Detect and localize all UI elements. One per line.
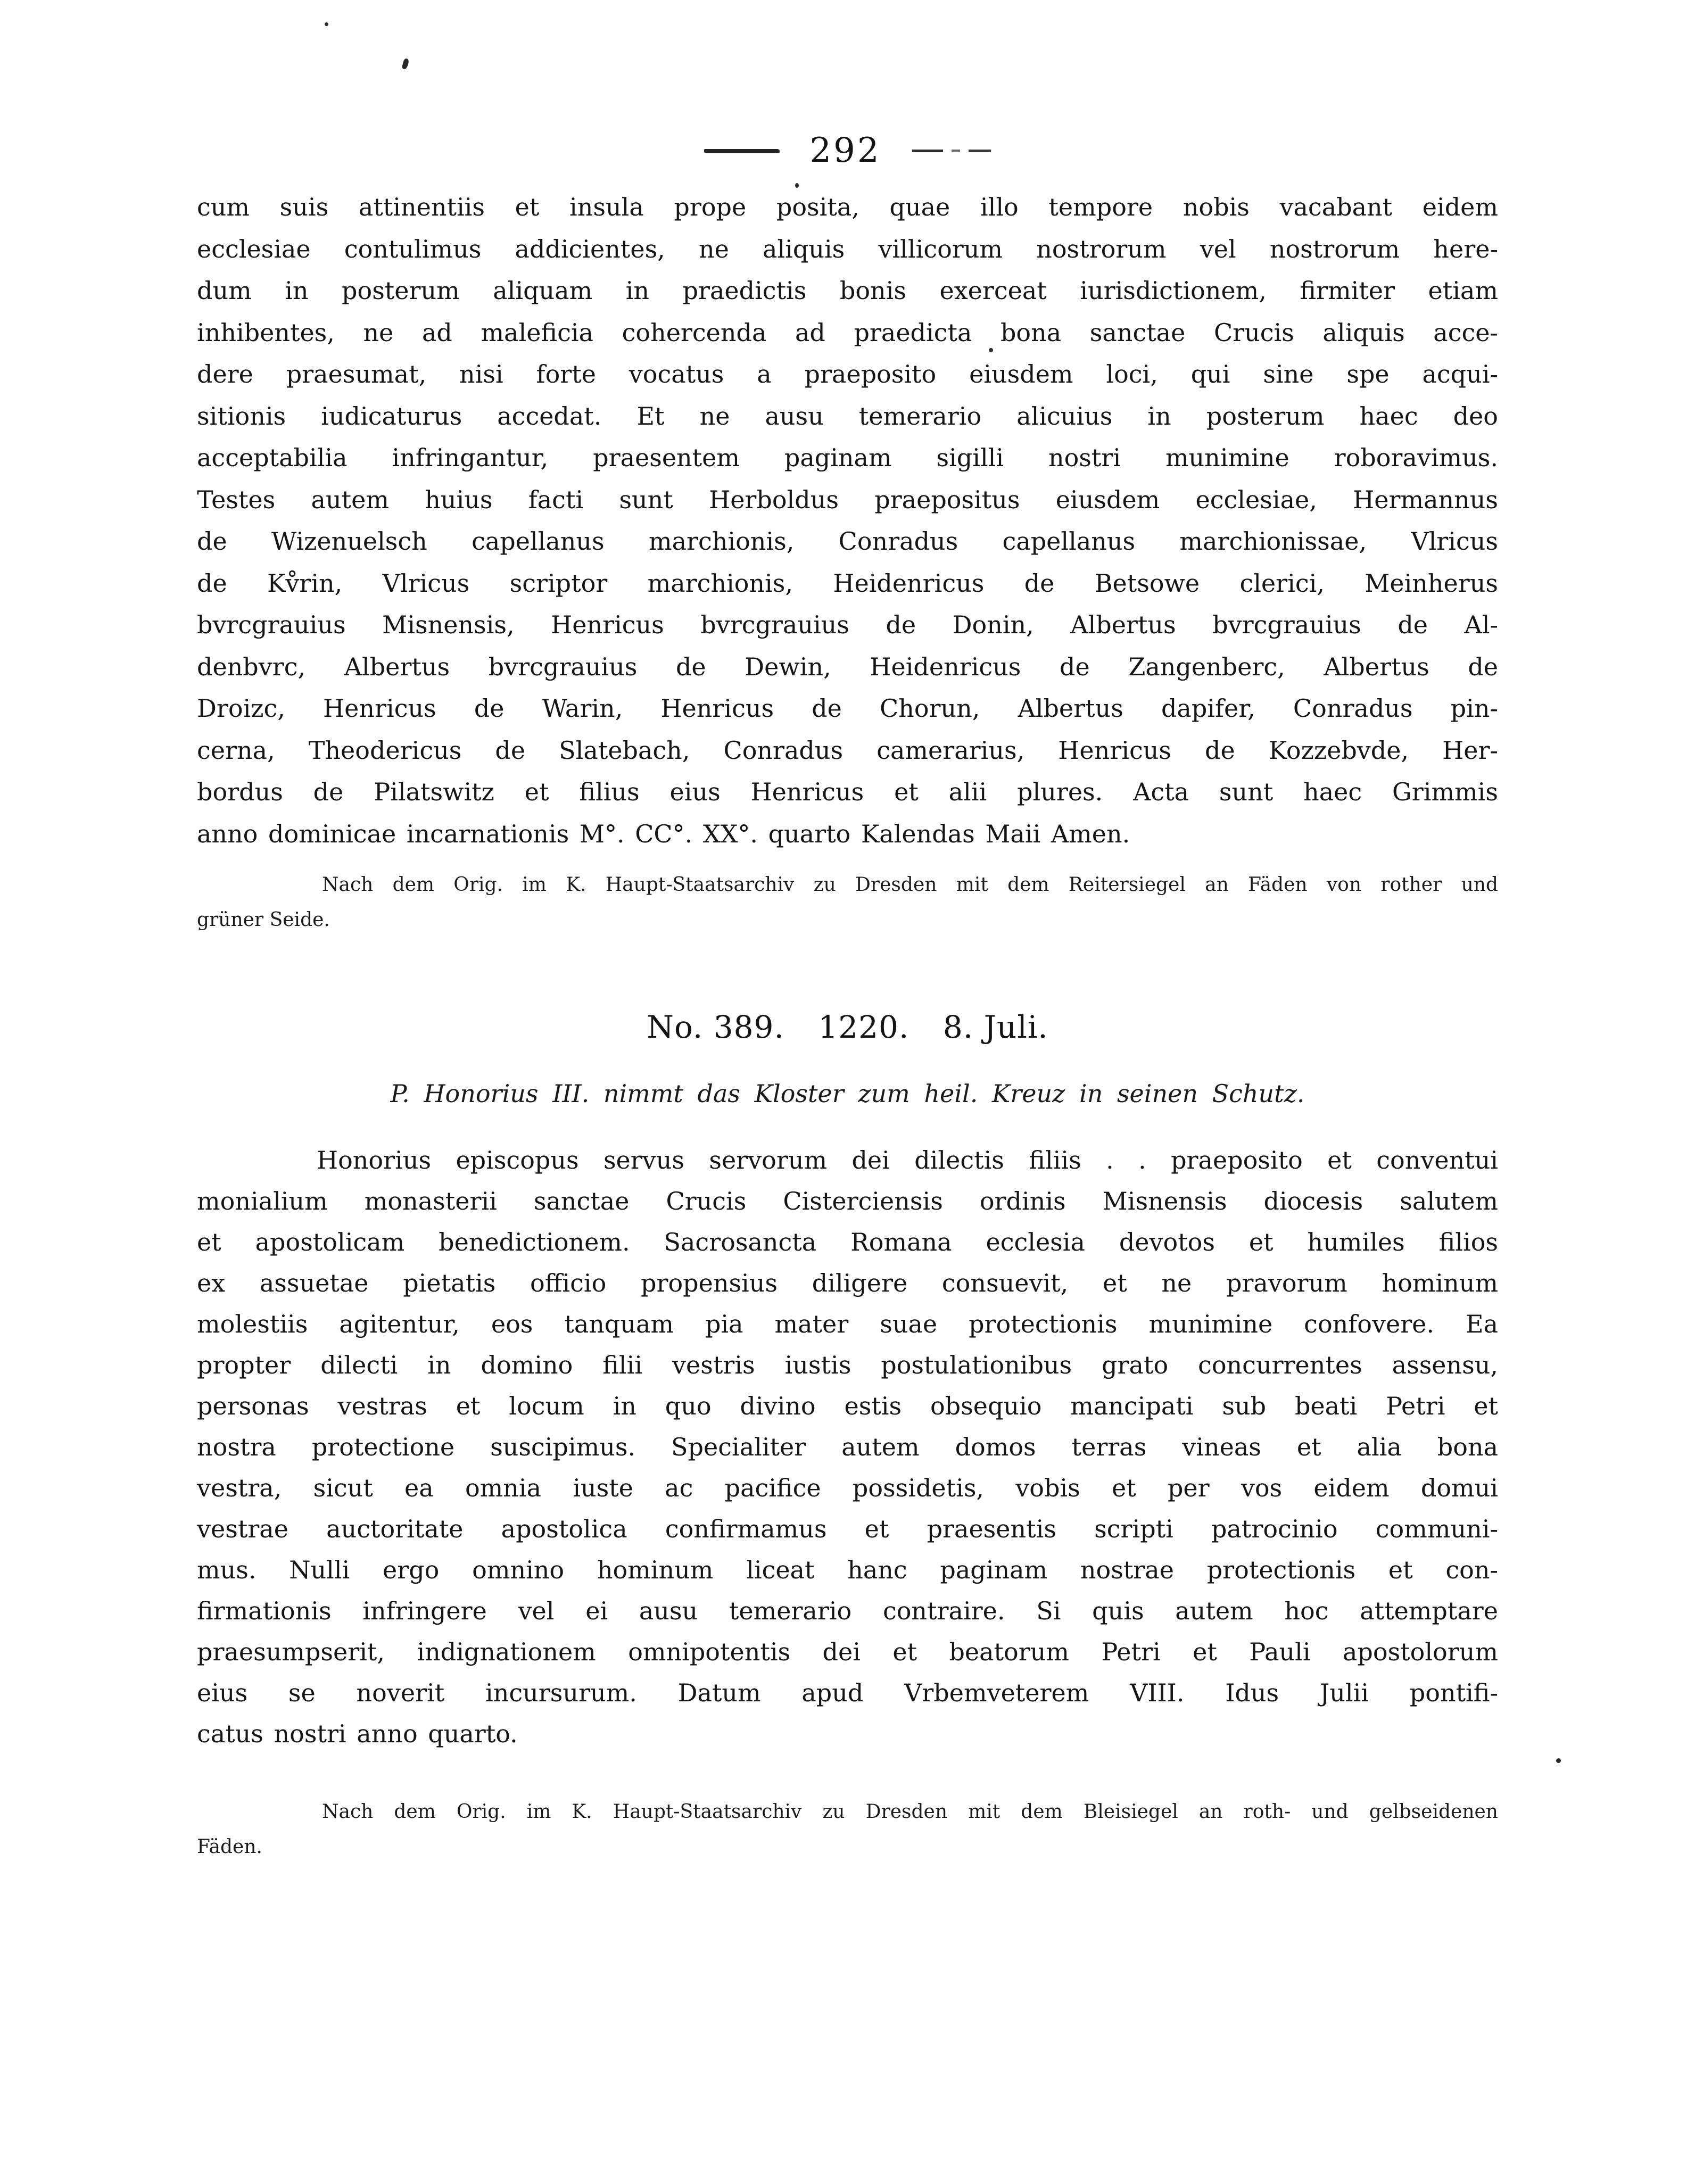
text-line: de Wizenuelsch capellanus marchionis, Conradus capellanus marchionissae, Vlricus bbox=[197, 527, 1498, 556]
header-rule-segment bbox=[952, 150, 960, 152]
text-line: ecclesiae contulimus addicientes, ne aliquis villicorum nostrorum vel nostrorum here- bbox=[197, 234, 1498, 263]
text-line: vestra, sicut ea omnia iuste ac pacifice possidetis, vobis et per vos eidem domui bbox=[197, 1474, 1498, 1502]
text-line: cum suis attinentiis et insula prope posita, quae illo tempore nobis vacabant eidem bbox=[197, 193, 1498, 221]
scan-artifact bbox=[1556, 1758, 1561, 1763]
text-line: Droizc, Henricus de Warin, Henricus de Chorun, Albertus dapifer, Conradus pin- bbox=[197, 694, 1498, 723]
note-line: Fäden. bbox=[197, 1836, 262, 1858]
text-line: vestrae auctoritate apostolica confirmamus et praesentis scripti patrocinio communi- bbox=[197, 1515, 1498, 1543]
text-line: sitionis iudicaturus accedat. Et ne ausu temerario alicuius in posterum haec deo bbox=[197, 401, 1498, 431]
header-rule-right bbox=[912, 150, 991, 152]
scan-artifact bbox=[402, 58, 410, 70]
charter-389-text bbox=[197, 1140, 1498, 1755]
scan-artifact bbox=[325, 22, 328, 26]
text-line: cerna, Theodericus de Slatebach, Conradus camerarius, Henricus de Kozzebvde, Her- bbox=[197, 735, 1498, 765]
source-note-389 bbox=[197, 1794, 1498, 1865]
text-line: monialium monasterii sanctae Crucis Cisterciensis ordinis Misnensis diocesis salutem bbox=[197, 1187, 1498, 1215]
text-line: acceptabilia infringantur, praesentem paginam sigilli nostri munimine roboravimus. bbox=[197, 443, 1498, 472]
text-line: dere praesumat, nisi forte vocatus a praeposito eiusdem loci, qui sine spe acqui- bbox=[197, 360, 1498, 388]
text-line: inhibentes, ne ad maleficia cohercenda ad praedicta bona sanctae Crucis aliquis acce- bbox=[197, 318, 1498, 347]
note-line: Nach dem Orig. im K. Haupt-Staatsarchiv zu Dresden mit dem Bleisiegel an roth- und gelbseidenen bbox=[322, 1801, 1498, 1823]
text-line: nostra protectione suscipimus. Specialiter autem domos terras vineas et alia bona bbox=[197, 1433, 1498, 1461]
text-line: mus. Nulli ergo omnino hominum liceat hanc paginam nostrae protectionis et con- bbox=[197, 1556, 1498, 1584]
header-rule-segment bbox=[969, 150, 991, 152]
source-note-388 bbox=[197, 867, 1498, 938]
text-line: praesumpserit, indignationem omnipotentis dei et beatorum Petri et Pauli apostolorum bbox=[197, 1637, 1498, 1666]
text-line: bordus de Pilatswitz et filius eius Henricus et alii plures. Acta sunt haec Grimmis bbox=[197, 777, 1498, 806]
page-number: 292 bbox=[809, 131, 881, 170]
text-line: bvrcgrauius Misnensis, Henricus bvrcgrauius de Donin, Albertus bvrcgrauius de Al- bbox=[197, 610, 1498, 639]
text-line: denbvrc, Albertus bvrcgrauius de Dewin, Heidenricus de Zangenberc, Albertus de bbox=[197, 652, 1498, 681]
entry-year: 1220. bbox=[818, 1009, 909, 1045]
text-line: Honorius episcopus servus servorum dei dilectis filiis . . praeposito et conventui bbox=[317, 1146, 1498, 1174]
header-rule-left bbox=[704, 149, 779, 153]
text-line: eius se noverit incursurum. Datum apud Vrbemveterem VIII. Idus Julii pontifi- bbox=[197, 1678, 1498, 1707]
text-line: molestiis agitentur, eos tanquam pia mater suae protectionis munimine confovere. Ea bbox=[197, 1310, 1498, 1338]
text-line: catus nostri anno quarto. bbox=[197, 1719, 518, 1748]
entry-389-heading bbox=[0, 1009, 1695, 1045]
text-line: dum in posterum aliquam in praedictis bonis exerceat iurisdictionem, firmiter etiam bbox=[197, 276, 1498, 305]
charter-388-text bbox=[197, 186, 1498, 855]
entry-date: 8. Juli. bbox=[942, 1009, 1048, 1045]
text-line: Testes autem huius facti sunt Herboldus praepositus eiusdem ecclesiae, Hermannus bbox=[197, 485, 1498, 514]
scan-artifact bbox=[795, 183, 799, 188]
entry-number: No. 389. bbox=[647, 1009, 784, 1045]
note-line: grüner Seide. bbox=[197, 909, 330, 931]
text-line: personas vestras et locum in quo divino estis obsequio mancipati sub beati Petri et bbox=[197, 1392, 1498, 1420]
page-header bbox=[0, 127, 1695, 175]
text-line: firmationis infringere vel ei ausu temerario contraire. Si quis autem hoc attemptare bbox=[197, 1596, 1498, 1625]
note-line: Nach dem Orig. im K. Haupt-Staatsarchiv zu Dresden mit dem Reitersiegel an Fäden von rother und bbox=[322, 874, 1498, 896]
header-rule-segment bbox=[912, 150, 943, 152]
text-line: de Kv̊rin, Vlricus scriptor marchionis, Heidenricus de Betsowe clerici, Meinherus bbox=[197, 568, 1498, 598]
entry-389-regest: P. Honorius III. nimmt das Kloster zum heil. Kreuz in seinen Schutz. bbox=[390, 1079, 1305, 1108]
text-line: anno dominicae incarnationis M°. CC°. XX°. quarto Kalendas Maii Amen. bbox=[197, 819, 1130, 848]
text-line: ex assuetae pietatis officio propensius diligere consuevit, et ne pravorum hominum bbox=[197, 1269, 1498, 1297]
text-line: et apostolicam benedictionem. Sacrosancta Romana ecclesia devotos et humiles filios bbox=[197, 1228, 1498, 1256]
text-line: propter dilecti in domino filii vestris iustis postulationibus grato concurrentes assensu, bbox=[197, 1351, 1498, 1379]
scan-artifact bbox=[989, 348, 993, 352]
